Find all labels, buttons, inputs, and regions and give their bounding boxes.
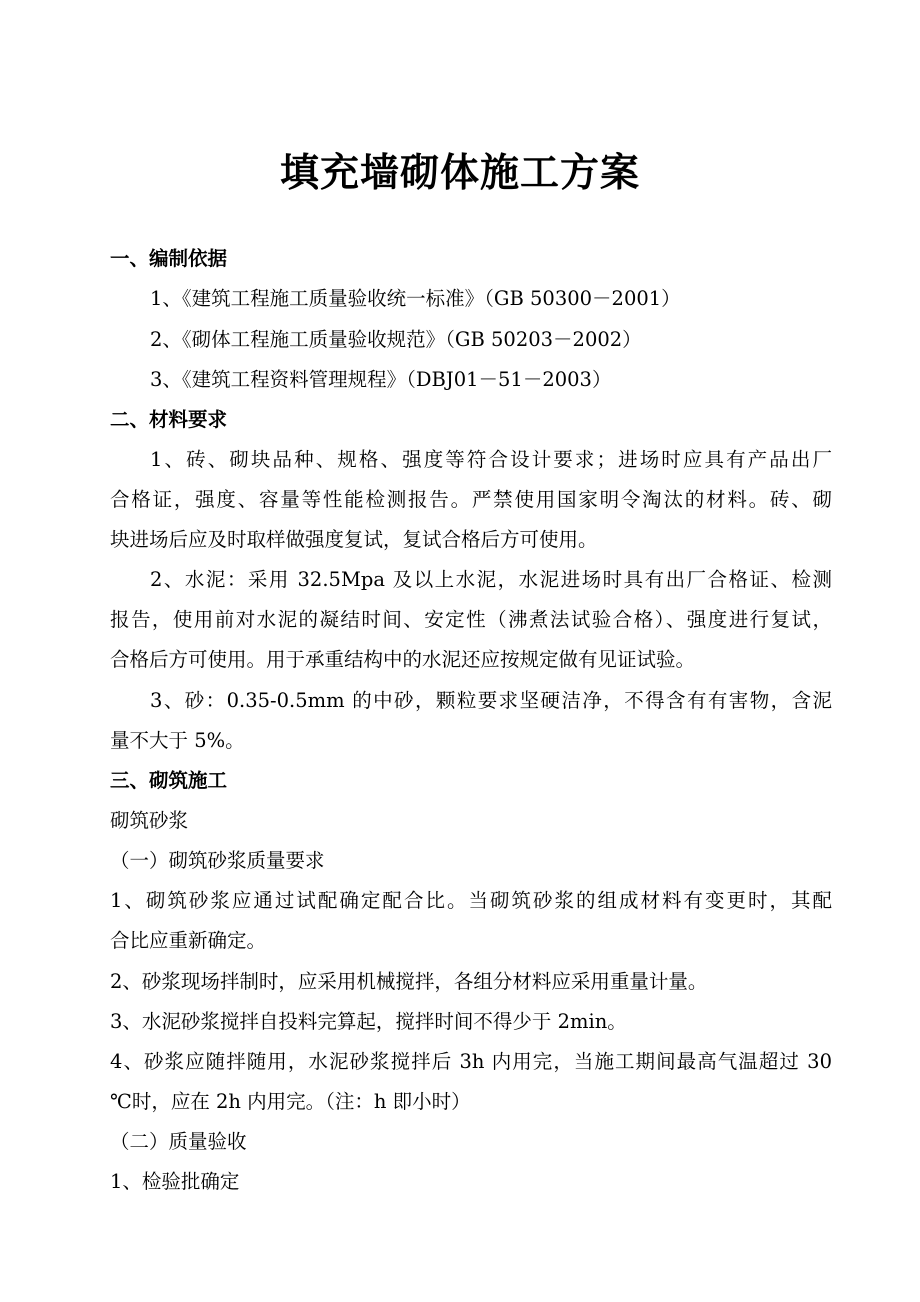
materials-paragraph-3-line-1: 3、砂：0.35-0.5mm 的中砂，颗粒要求坚硬洁净，不得含有有害物，含泥 — [150, 689, 832, 712]
subheading-mortar-quality: （一）砌筑砂浆质量要求 — [110, 849, 325, 872]
mortar-item-1-line-2: 合比应重新确定。 — [110, 929, 267, 952]
mortar-item-3: 3、水泥砂浆搅拌自投料完算起，搅拌时间不得少于 2min。 — [110, 1010, 627, 1033]
materials-paragraph-2-line-2: 报告，使用前对水泥的凝结时间、安定性（沸煮法试验合格）、强度进行复试， — [110, 608, 832, 631]
mortar-item-1-line-1: 1、砌筑砂浆应通过试配确定配合比。当砌筑砂浆的组成材料有变更时，其配 — [110, 889, 832, 912]
basis-item-1: 1、《建筑工程施工质量验收统一标准》（GB 50300－2001） — [150, 287, 681, 310]
document-title: 填充墙砌体施工方案 — [279, 150, 640, 196]
basis-item-2: 2、《砌体工程施工质量验收规范》（GB 50203－2002） — [150, 328, 642, 351]
subsection-mortar: 砌筑砂浆 — [110, 809, 189, 832]
materials-paragraph-1-line-3: 块进场后应及时取样做强度复试，复试合格后方可使用。 — [110, 528, 598, 551]
materials-paragraph-3-line-2: 量不大于 5%。 — [110, 729, 245, 752]
mortar-item-4-line-1: 4、砂浆应随拌随用，水泥砂浆搅拌后 3h 内用完，当施工期间最高气温超过 30 — [110, 1050, 832, 1073]
subheading-quality-acceptance: （二）质量验收 — [110, 1130, 247, 1153]
basis-item-3: 3、《建筑工程资料管理规程》（DBJ01－51－2003） — [150, 368, 612, 391]
mortar-item-2: 2、砂浆现场拌制时，应采用机械搅拌，各组分材料应采用重量计量。 — [110, 970, 708, 993]
section-heading-masonry: 三、砌筑施工 — [110, 769, 228, 792]
mortar-item-4-line-2: ℃时，应在 2h 内用完。（注：h 即小时） — [110, 1090, 471, 1113]
section-heading-basis: 一、编制依据 — [110, 247, 228, 270]
acceptance-item-1: 1、检验批确定 — [110, 1170, 240, 1193]
materials-paragraph-1-line-1: 1、砖、砌块品种、规格、强度等符合设计要求；进场时应具有产品出厂 — [150, 448, 832, 471]
materials-paragraph-2-line-1: 2、水泥：采用 32.5Mpa 及以上水泥，水泥进场时具有出厂合格证、检测 — [150, 568, 832, 591]
materials-paragraph-1-line-2: 合格证，强度、容量等性能检测报告。严禁使用国家明令淘汰的材料。砖、砌 — [110, 488, 832, 511]
materials-paragraph-2-line-3: 合格后方可使用。用于承重结构中的水泥还应按规定做有见证试验。 — [110, 648, 696, 671]
section-heading-materials: 二、材料要求 — [110, 408, 228, 431]
